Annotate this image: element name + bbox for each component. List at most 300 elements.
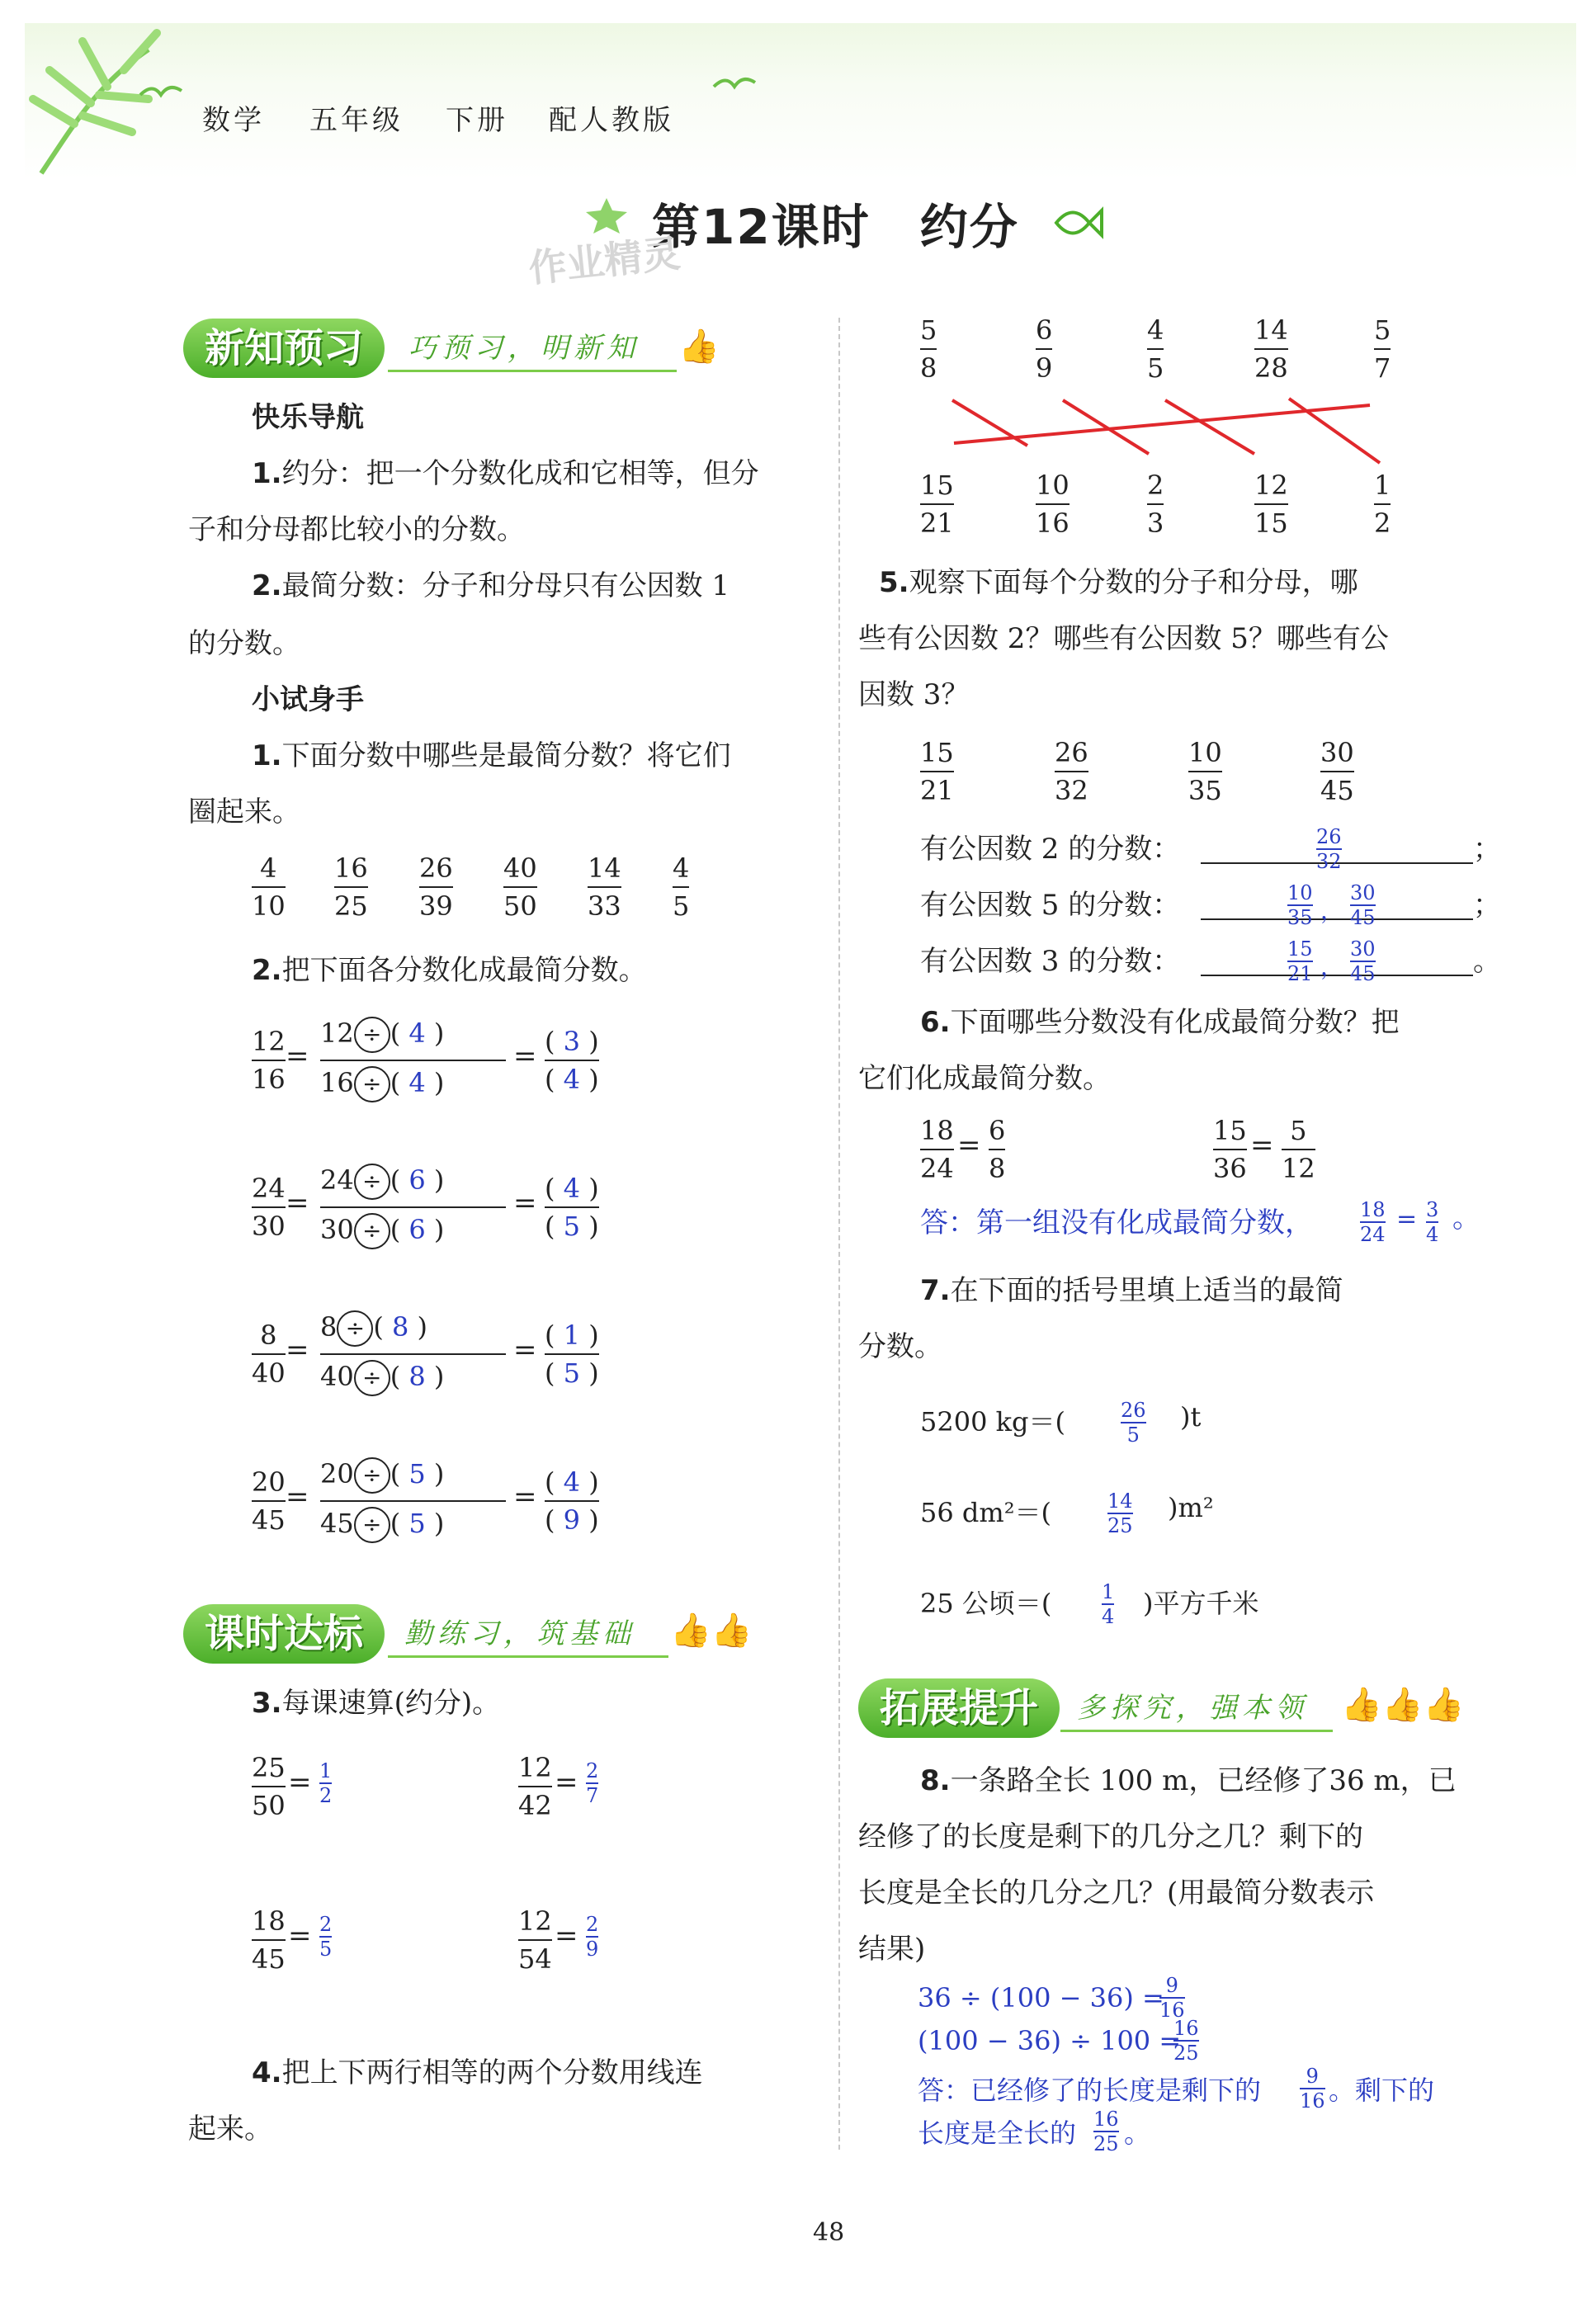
q8-text: 一条路全长 100 m，已经修了36 m，已 — [950, 1764, 1457, 1797]
denominator: 30 — [252, 1211, 286, 1242]
q5-fraction — [920, 734, 954, 809]
denominator — [545, 1061, 599, 1098]
paren: ( — [373, 1311, 393, 1343]
numerator: 30 — [1350, 937, 1376, 961]
paren: ) — [425, 1067, 445, 1098]
q8-num: 8. — [920, 1764, 951, 1797]
numerator: 12 — [1254, 470, 1288, 501]
q8-equation-1: 36 ÷ (100 − 36) = — [918, 1982, 1164, 2013]
q8-answer-line-1: 答：已经修了的长度是剩下的 — [918, 2075, 1262, 2106]
numerator: 9 — [1165, 1974, 1178, 1997]
thumbs-up-icon: 👍👍👍 — [1341, 1686, 1465, 1724]
q7-unit: )平方千米 — [1143, 1588, 1259, 1619]
q2-result-fraction — [545, 1170, 599, 1244]
dividend: 8 — [320, 1311, 338, 1343]
denominator: 24 — [920, 1153, 954, 1184]
q2-source-fraction — [252, 1464, 286, 1538]
numerator: 14 — [1107, 1489, 1133, 1513]
numerator: 14 — [1254, 314, 1288, 346]
q7-line-1: 5200 kg＝( — [920, 1406, 1065, 1438]
q7-answer-fraction — [1107, 1489, 1133, 1537]
q1-fraction — [503, 850, 537, 924]
numerator: 12 — [518, 1905, 552, 1937]
paren: ) — [408, 1311, 428, 1343]
denominator: 16 — [1300, 2089, 1325, 2113]
denominator: 2 — [319, 1784, 333, 1807]
numerator: 3 — [1426, 1198, 1439, 1221]
numerator: 16 — [1093, 2108, 1119, 2131]
q5-fraction — [1188, 734, 1222, 809]
denominator: 5 — [673, 890, 690, 922]
q8-answer-fraction — [1159, 1974, 1185, 2022]
equals-sign: = — [286, 1187, 309, 1220]
numerator: 2 — [319, 1913, 333, 1936]
numerator: 18 — [1360, 1198, 1386, 1221]
numerator: 2 — [586, 1759, 599, 1782]
q1 — [252, 728, 731, 784]
try-heading: 小试身手 — [252, 683, 364, 716]
numerator: 10 — [1287, 881, 1313, 904]
dividend: 24 — [320, 1164, 354, 1196]
numerator: 26 — [1055, 737, 1088, 768]
result-numerator: 4 — [563, 1173, 581, 1204]
practice-slogan: 勤练习，筑基础 — [404, 1617, 635, 1650]
guide-2-cont: 的分数。 — [188, 627, 300, 660]
result-denominator: 9 — [563, 1504, 581, 1536]
q6-fraction — [989, 1112, 1005, 1187]
numerator: 24 — [252, 1173, 286, 1204]
q4-cont: 起来。 — [188, 2113, 272, 2146]
q2-division-denominator — [320, 1213, 444, 1249]
dividend: 40 — [320, 1361, 354, 1392]
q2-division-denominator — [320, 1507, 444, 1543]
equals-sign: = — [555, 1766, 578, 1799]
numerator: 8 — [260, 1320, 277, 1351]
q8-answer-fraction — [1093, 2108, 1119, 2155]
denominator: 8 — [989, 1153, 1006, 1184]
q1-fraction — [252, 850, 286, 924]
equals-sign: = — [288, 1766, 312, 1799]
q8-cont-1: 经修了的长度是剩下的几分之几？剩下的 — [858, 1820, 1363, 1853]
q3-fraction — [252, 1749, 286, 1824]
denominator — [545, 1208, 599, 1244]
q1-fraction — [334, 850, 368, 924]
denominator: 45 — [252, 1943, 286, 1975]
lesson-title: 第12课时 约分 — [652, 199, 1019, 255]
guide-2-text: 最简分数：分子和分母只有公因数 1 — [281, 569, 730, 602]
paren: ( — [390, 1214, 409, 1245]
denominator: 35 — [1287, 906, 1313, 929]
divisor-answer: 6 — [408, 1214, 426, 1245]
slogan-underline — [1060, 1730, 1333, 1732]
q5-num: 5. — [879, 566, 909, 599]
paren: ) — [580, 1173, 599, 1204]
denominator: 45 — [252, 1504, 286, 1536]
denominator: 25 — [1173, 2042, 1199, 2065]
equals-sign: = — [957, 1129, 981, 1162]
numerator: 15 — [1213, 1115, 1247, 1146]
equals-sign: = — [513, 1187, 537, 1220]
q4-top-fraction — [1374, 312, 1391, 386]
q7-text: 在下面的括号里填上适当的最简 — [950, 1274, 1343, 1307]
paren: ( — [390, 1067, 409, 1098]
denominator — [545, 1502, 599, 1538]
q6-answer-fraction — [1360, 1198, 1386, 1246]
divisor-answer: 8 — [408, 1361, 426, 1392]
denominator: 16 — [1036, 508, 1070, 539]
q5-fraction — [1055, 734, 1088, 809]
paren: ) — [580, 1504, 599, 1536]
denominator: 21 — [1287, 962, 1313, 985]
dividend: 16 — [320, 1067, 354, 1098]
q5-label-3: 有公因数 3 的分数： — [920, 945, 1181, 978]
q6-fraction — [1213, 1112, 1247, 1187]
paren: ) — [425, 1017, 445, 1049]
q4-num: 4. — [252, 2056, 282, 2089]
denominator: 21 — [920, 775, 954, 806]
denominator: 8 — [920, 352, 937, 384]
slogan-underline — [388, 370, 677, 372]
volume: 下册 — [446, 104, 508, 137]
denominator: 39 — [419, 890, 453, 922]
paren: ) — [580, 1357, 599, 1389]
numerator: 5 — [1290, 1115, 1307, 1146]
q3-answer-fraction — [319, 1913, 332, 1961]
paren: ) — [425, 1214, 445, 1245]
denominator: 33 — [588, 890, 621, 922]
equals-sign: = — [555, 1919, 578, 1952]
numerator: 30 — [1320, 737, 1354, 768]
numerator: 26 — [1316, 825, 1342, 848]
q5-label-5: 有公因数 5 的分数： — [920, 889, 1181, 922]
period: 。 — [1473, 945, 1501, 978]
divide-circle: ÷ — [354, 1066, 390, 1102]
q5-answer-fraction — [1287, 881, 1313, 929]
fraction-bar — [320, 1500, 506, 1502]
q3-answer-fraction — [586, 1759, 598, 1807]
denominator: 7 — [1374, 352, 1391, 384]
paren: ( — [545, 1211, 564, 1242]
equals-sign: = — [513, 1480, 537, 1513]
equals-sign: = — [513, 1040, 537, 1073]
numerator: 20 — [252, 1466, 286, 1498]
result-numerator: 4 — [563, 1466, 581, 1498]
q1-num: 1. — [252, 739, 282, 772]
q5-answer-fraction — [1350, 937, 1376, 985]
q3-fraction — [252, 1903, 286, 1977]
q7-unit: )t — [1180, 1401, 1202, 1433]
q2-source-fraction — [252, 1317, 286, 1391]
equals-sign: = — [1250, 1129, 1274, 1162]
fraction-bar — [320, 1353, 506, 1355]
bird-icon — [710, 70, 759, 103]
q7-num: 7. — [920, 1274, 951, 1307]
dividend: 45 — [320, 1508, 354, 1539]
preview-banner: 新知预习 — [183, 319, 385, 378]
q8 — [920, 1753, 1457, 1809]
paren: ( — [390, 1508, 409, 1539]
q3-fraction — [518, 1749, 552, 1824]
paren: ) — [580, 1466, 599, 1498]
q6-fraction — [920, 1112, 954, 1187]
denominator: 10 — [252, 890, 286, 922]
equals-sign: = — [286, 1334, 309, 1367]
q4-bottom-fraction — [1254, 467, 1288, 541]
preview-slogan: 巧预习，明新知 — [408, 332, 640, 365]
denominator: 32 — [1055, 775, 1088, 806]
q3-text: 每课速算(约分)。 — [281, 1687, 501, 1720]
denominator: 3 — [1147, 508, 1164, 539]
thumbs-up-icon: 👍👍 — [670, 1612, 753, 1650]
numerator: 4 — [673, 852, 690, 884]
divide-circle: ÷ — [354, 1164, 390, 1200]
q4-top-fraction — [1254, 312, 1288, 386]
divide-circle: ÷ — [354, 1017, 390, 1053]
watermark: 作业精灵 — [526, 230, 682, 291]
q6 — [920, 994, 1400, 1050]
numerator — [545, 1464, 599, 1500]
q5-label-2: 有公因数 2 的分数： — [920, 833, 1181, 866]
paren: ) — [580, 1211, 599, 1242]
paren: ) — [580, 1064, 599, 1095]
q5-answer-fraction — [1350, 881, 1376, 929]
numerator — [545, 1023, 599, 1060]
period: 。 — [1452, 1201, 1480, 1235]
equals-sign: = — [288, 1919, 312, 1952]
practice-banner: 课时达标 — [183, 1604, 385, 1664]
q4-bottom-fraction — [920, 467, 954, 541]
dividend: 30 — [320, 1214, 354, 1245]
paren: ) — [425, 1458, 445, 1489]
result-denominator: 5 — [563, 1357, 581, 1389]
equals-sign: = — [513, 1334, 537, 1367]
semicolon: ； — [1473, 833, 1501, 866]
numerator: 30 — [1350, 881, 1376, 904]
q2-division-numerator — [320, 1310, 427, 1347]
denominator: 4 — [1426, 1223, 1439, 1246]
numerator: 15 — [920, 737, 954, 768]
q2-result-fraction — [545, 1317, 599, 1391]
q5-fraction — [1320, 734, 1354, 809]
q8-answer-line-1-end: 。剩下的 — [1329, 2075, 1435, 2106]
comma: ， — [1320, 897, 1344, 924]
q7-answer-fraction — [1102, 1580, 1114, 1628]
q2-division-numerator — [320, 1017, 444, 1053]
q2-result-fraction — [545, 1464, 599, 1538]
fish-icon — [1048, 198, 1106, 248]
q8-equation-2: (100 − 36) ÷ 100 = — [918, 2025, 1182, 2056]
q4-top-fraction — [1036, 312, 1052, 386]
result-denominator: 4 — [563, 1064, 581, 1095]
numerator — [545, 1170, 599, 1206]
numerator: 15 — [920, 470, 954, 501]
q2-division-denominator — [320, 1066, 444, 1102]
q6-answer-fraction — [1426, 1198, 1438, 1246]
guide-1-cont: 子和分母都比较小的分数。 — [188, 513, 525, 546]
divide-circle: ÷ — [354, 1213, 390, 1249]
denominator: 50 — [503, 890, 537, 922]
edition: 配人教版 — [549, 104, 674, 137]
q5-answer-fraction — [1316, 825, 1342, 873]
paren: ( — [390, 1458, 409, 1489]
extend-slogan: 多探究，强本领 — [1077, 1692, 1308, 1725]
q3 — [252, 1675, 500, 1731]
numerator: 25 — [252, 1752, 286, 1783]
denominator: 2 — [1374, 508, 1391, 539]
denominator: 54 — [518, 1943, 552, 1975]
denominator: 45 — [1320, 775, 1354, 806]
denominator: 50 — [252, 1790, 286, 1821]
denominator: 9 — [1036, 352, 1053, 384]
divisor-answer: 5 — [408, 1508, 426, 1539]
q8-answer-line-2: 长度是全长的 — [918, 2117, 1077, 2149]
divisor-answer: 5 — [408, 1458, 426, 1489]
q8-answer-fraction — [1300, 2065, 1325, 2113]
slogan-underline — [388, 1655, 668, 1658]
numerator: 1 — [319, 1759, 333, 1782]
q2-division-denominator — [320, 1360, 444, 1396]
q2 — [252, 942, 647, 998]
denominator: 5 — [1126, 1423, 1140, 1447]
equals-sign: = — [286, 1480, 309, 1513]
numerator: 4 — [1147, 314, 1164, 346]
divide-circle: ÷ — [354, 1360, 390, 1396]
divisor-answer: 8 — [392, 1311, 409, 1343]
q8-answer-line-2-end: 。 — [1124, 2117, 1151, 2149]
numerator: 4 — [260, 852, 277, 884]
q3-fraction — [518, 1903, 552, 1977]
denominator: 40 — [252, 1357, 286, 1389]
q2-source-fraction — [252, 1170, 286, 1244]
q6-fraction — [1282, 1112, 1315, 1187]
denominator: 28 — [1254, 352, 1288, 384]
numerator: 16 — [334, 852, 368, 884]
equals-sign: = — [1396, 1205, 1418, 1234]
numerator: 14 — [588, 852, 621, 884]
q5-cont-2: 因数 3？ — [858, 678, 970, 711]
q1-text: 下面分数中哪些是最简分数？将它们 — [281, 739, 731, 772]
paren: ( — [545, 1320, 564, 1351]
q6-num: 6. — [920, 1006, 951, 1039]
fraction-bar — [320, 1206, 506, 1208]
numerator — [545, 1317, 599, 1353]
denominator: 16 — [1159, 1999, 1185, 2022]
numerator: 12 — [518, 1752, 552, 1783]
divide-circle: ÷ — [354, 1507, 390, 1543]
guide-1 — [252, 446, 759, 502]
page-number: 48 — [813, 2218, 845, 2247]
paren: ( — [545, 1026, 564, 1057]
q5-answer-fraction — [1287, 937, 1313, 985]
numerator: 40 — [503, 852, 537, 884]
result-numerator: 1 — [563, 1320, 581, 1351]
paren: ( — [545, 1064, 564, 1095]
semicolon: ； — [1473, 889, 1501, 922]
denominator: 25 — [1093, 2132, 1119, 2155]
numerator: 1 — [1374, 470, 1391, 501]
guide-1-num: 1. — [252, 457, 282, 490]
q2-division-numerator — [320, 1457, 444, 1494]
q4-text: 把上下两行相等的两个分数用线连 — [281, 2056, 703, 2089]
q5 — [879, 555, 1358, 611]
q5-cont-1: 些有公因数 2？哪些有公因数 5？哪些有公 — [858, 622, 1389, 655]
extend-banner: 拓展提升 — [858, 1678, 1060, 1738]
q4-bottom-fraction — [1147, 467, 1164, 541]
paren: ( — [545, 1466, 564, 1498]
paren: ( — [545, 1357, 564, 1389]
numerator: 10 — [1036, 470, 1070, 501]
q3-answer-fraction — [586, 1913, 598, 1961]
denominator: 45 — [1350, 962, 1376, 985]
grade: 五年级 — [309, 104, 404, 137]
q5-text: 观察下面每个分数的分子和分母，哪 — [909, 566, 1358, 599]
divisor-answer: 4 — [408, 1067, 426, 1098]
paren: ) — [425, 1361, 445, 1392]
numerator: 6 — [989, 1115, 1006, 1146]
q7-line-2: 56 dm²＝( — [920, 1497, 1052, 1528]
q7-line-3: 25 公顷＝( — [920, 1588, 1052, 1619]
comma: ， — [1320, 953, 1344, 980]
q8-answer-fraction — [1173, 2017, 1199, 2065]
q7 — [920, 1263, 1343, 1319]
q7-unit: )m² — [1168, 1492, 1214, 1523]
denominator: 7 — [586, 1784, 599, 1807]
guide-heading: 快乐导航 — [252, 401, 364, 434]
guide-2-num: 2. — [252, 569, 282, 602]
paren: ( — [390, 1017, 409, 1049]
numerator: 9 — [1306, 2065, 1319, 2088]
q6-answer: 答：第一组没有化成最简分数， — [920, 1206, 1313, 1239]
denominator: 5 — [319, 1938, 333, 1961]
thumbs-up-icon: 👍 — [678, 328, 720, 366]
denominator: 42 — [518, 1790, 552, 1821]
denominator: 36 — [1213, 1153, 1247, 1184]
numerator: 18 — [920, 1115, 954, 1146]
q6-text: 下面哪些分数没有化成最简分数？把 — [950, 1006, 1400, 1039]
q1-cont: 圈起来。 — [188, 795, 300, 829]
numerator: 18 — [252, 1905, 286, 1937]
q4-bottom-fraction — [1036, 467, 1070, 541]
guide-2 — [252, 558, 730, 614]
divide-circle: ÷ — [337, 1310, 373, 1347]
q3-answer-fraction — [319, 1759, 332, 1807]
paren: ) — [425, 1508, 445, 1539]
column-divider — [838, 318, 840, 2150]
q2-result-fraction — [545, 1023, 599, 1098]
denominator: 45 — [1350, 906, 1376, 929]
denominator: 32 — [1316, 850, 1342, 873]
numerator: 16 — [1173, 2017, 1199, 2040]
denominator: 35 — [1188, 775, 1222, 806]
paren: ) — [580, 1320, 599, 1351]
paren: ( — [390, 1164, 409, 1196]
numerator: 10 — [1188, 737, 1222, 768]
denominator: 15 — [1254, 508, 1288, 539]
q2-text: 把下面各分数化成最简分数。 — [281, 954, 647, 987]
divisor-answer: 4 — [408, 1017, 426, 1049]
q6-cont: 它们化成最简分数。 — [858, 1062, 1111, 1095]
q4 — [252, 2045, 703, 2101]
numerator: 2 — [1147, 470, 1164, 501]
numerator: 12 — [252, 1026, 286, 1057]
q1-fraction — [588, 850, 621, 924]
numerator: 6 — [1036, 314, 1053, 346]
q7-cont: 分数。 — [858, 1330, 942, 1363]
result-numerator: 3 — [563, 1026, 581, 1057]
subject: 数学 — [202, 104, 265, 137]
denominator: 16 — [252, 1064, 286, 1095]
q8-cont-3: 结果) — [858, 1933, 926, 1966]
